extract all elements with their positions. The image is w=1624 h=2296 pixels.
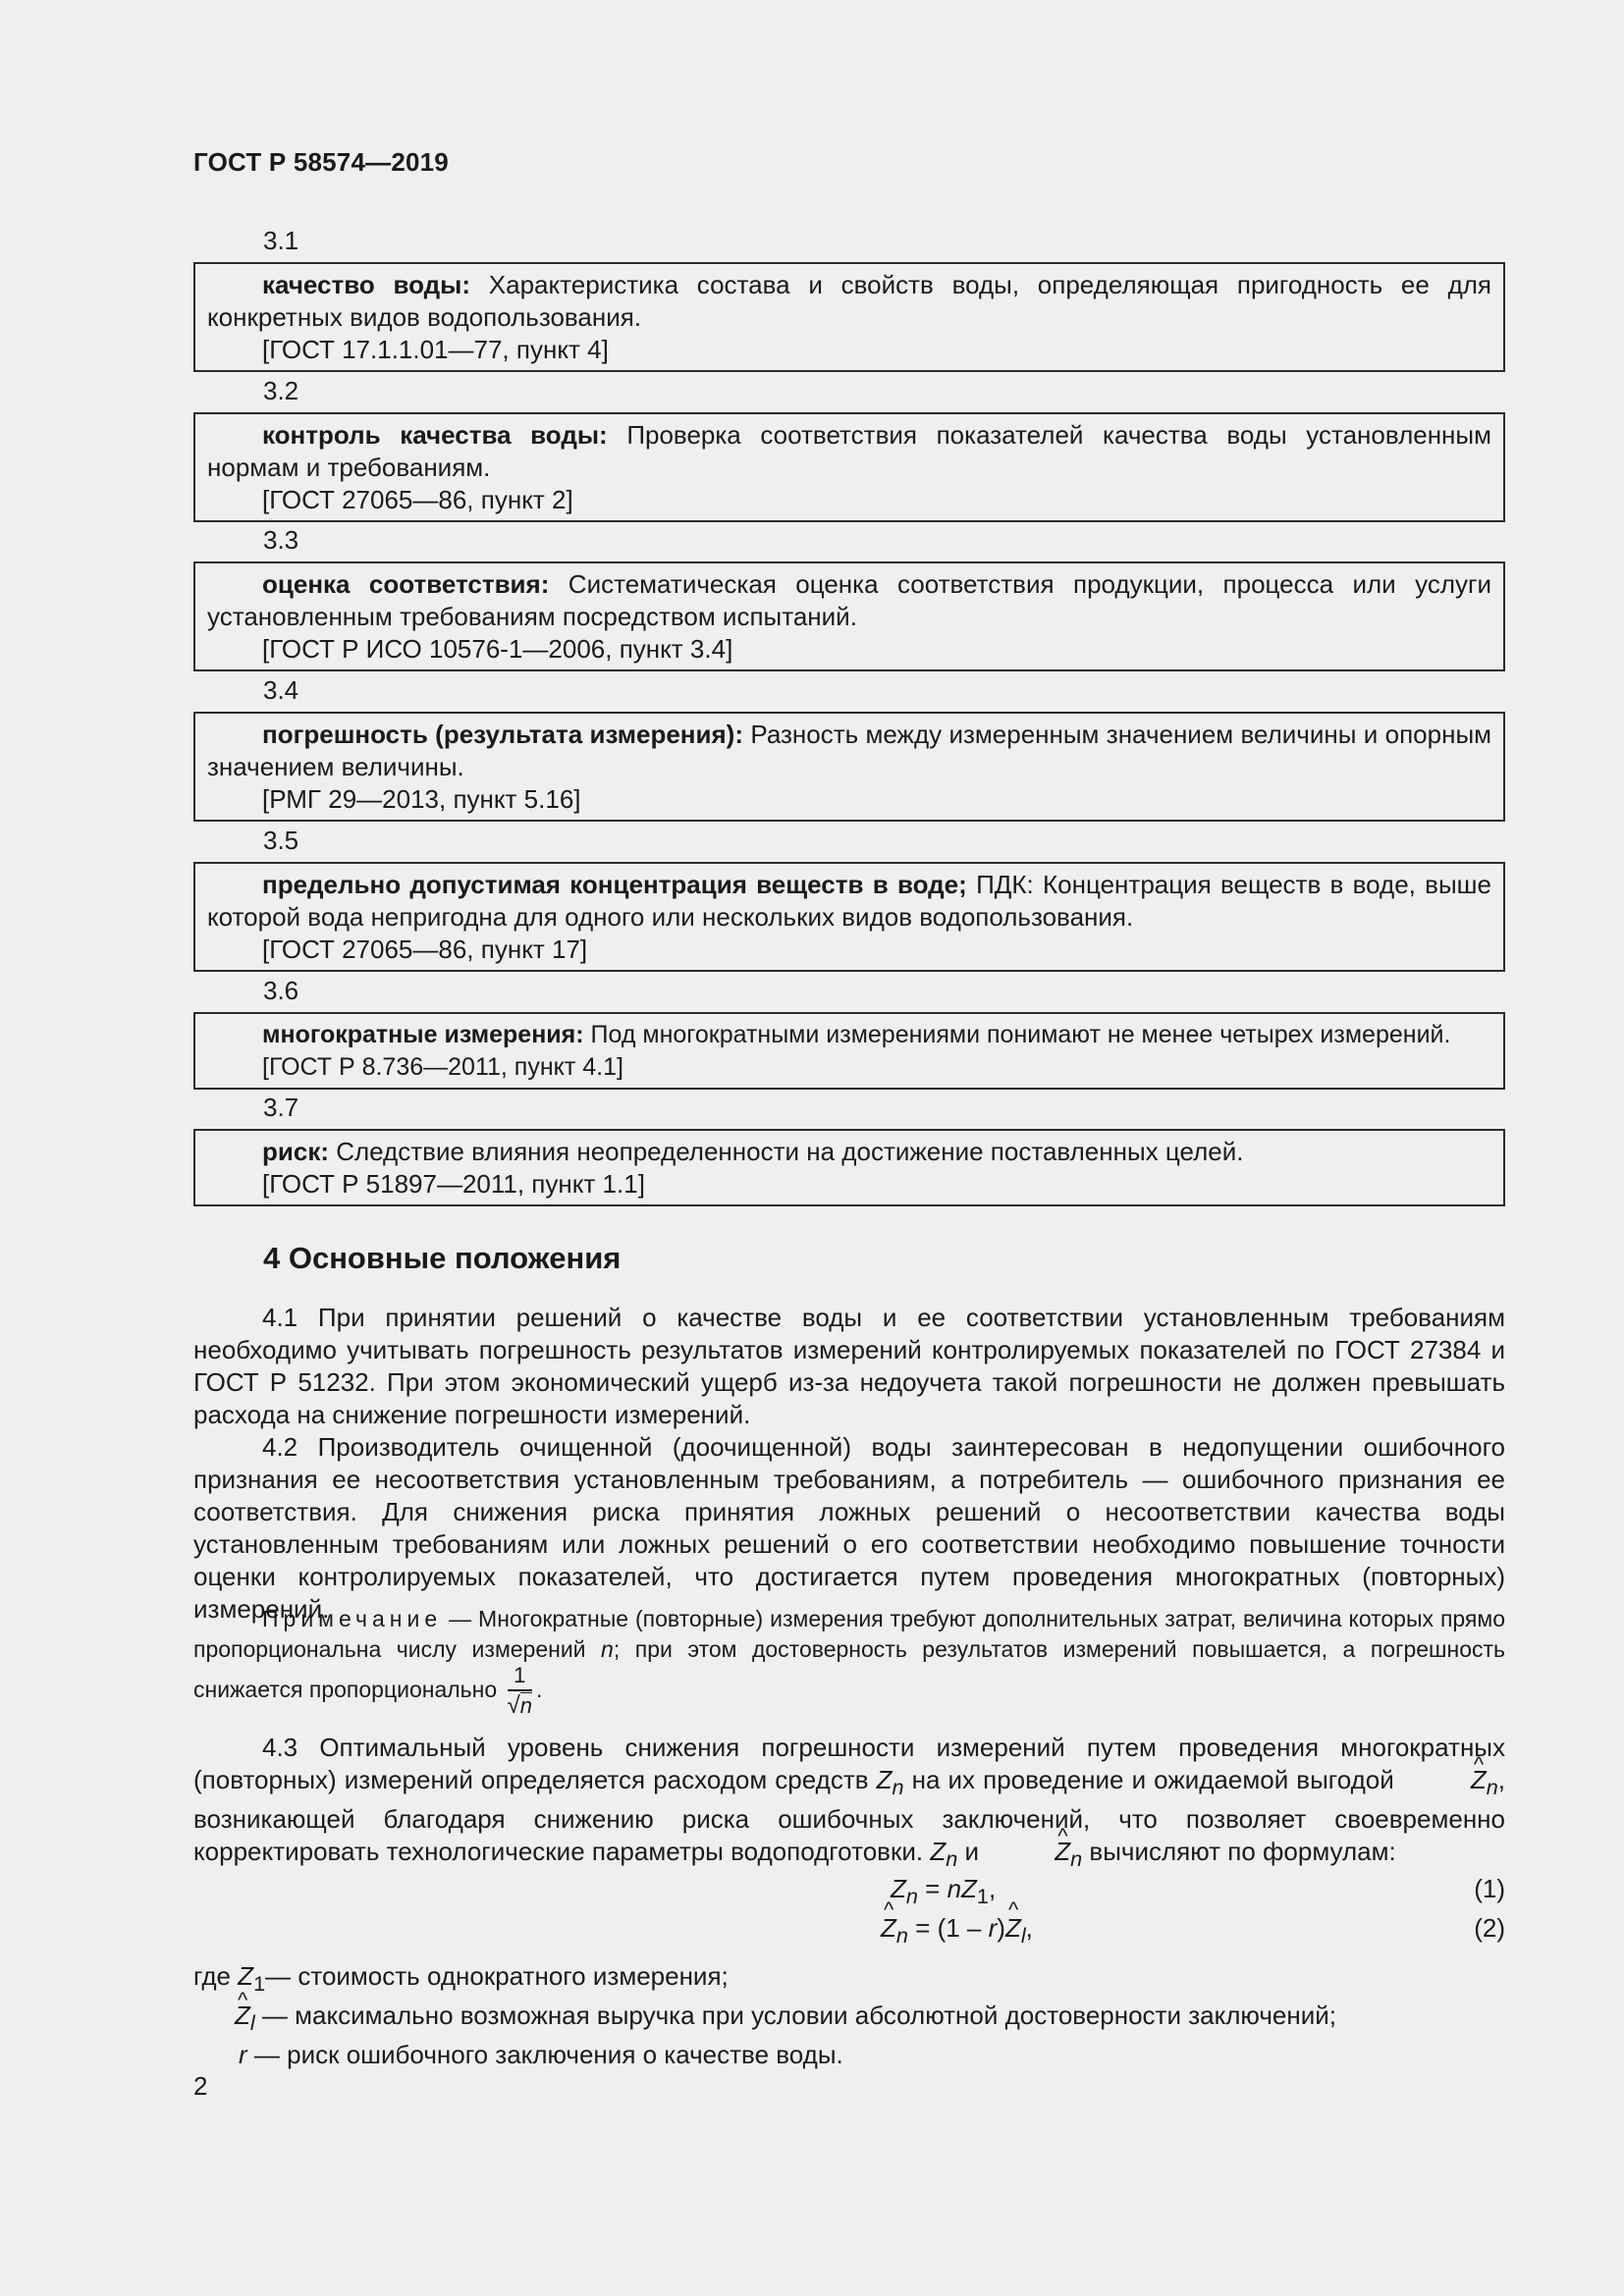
definition-text: Разность между измеренным значением величины и опорным значением величины.	[207, 720, 1492, 781]
note-text: ; при этом достоверность результатов измерений повышается, а погрешность снижается пропорционально	[193, 1636, 1505, 1703]
paragraph-4-1	[193, 1302, 1505, 1431]
definition-term: контроль качества воды:	[262, 420, 608, 450]
definition-box	[193, 1129, 1505, 1206]
legend-text: — риск ошибочного заключения о качестве воды.	[246, 2040, 843, 2070]
definition-term: риск:	[262, 1137, 329, 1166]
formula-2	[193, 1913, 1505, 1947]
note-variable: n	[601, 1636, 614, 1662]
paragraph-text: вычисляют по формулам:	[1082, 1837, 1396, 1867]
paragraph-text: 4.3 Оптимальный уровень снижения погрешности измерений путем проведения многократных (повторных) измерений определяется расходом средств	[193, 1733, 1505, 1794]
paragraph-text: на их проведение и ожидаемой выгодой	[903, 1765, 1402, 1794]
formula-legend	[193, 1960, 1505, 2071]
definition-number: 3.3	[263, 525, 299, 555]
definition-box	[193, 412, 1505, 522]
section-title: 4 Основные положения	[263, 1241, 622, 1275]
legend-line: ^ $Z_l$ — максимально возможная выручка при условии абсолютной достоверности заключений;	[193, 2000, 1505, 2039]
definition-number: 3.7	[263, 1093, 299, 1122]
definition-reference: [ГОСТ 27065—86, пункт 17]	[262, 934, 588, 964]
definition-reference: [ГОСТ 17.1.1.01—77, пункт 4]	[262, 335, 609, 364]
definition-reference: [РМГ 29—2013, пункт 5.16]	[262, 784, 581, 814]
definition-reference: [ГОСТ Р ИСО 10576-1—2006, пункт 3.4]	[262, 634, 733, 664]
legend-line: r — риск ошибочного заключения о качестве воды.	[239, 2040, 843, 2070]
definition-term: оценка соответствия:	[262, 569, 550, 599]
definition-text: Проверка соответствия показателей качества воды установленным нормам и требованиям.	[207, 420, 1491, 482]
definition-box	[193, 712, 1505, 822]
definition-reference: [ГОСТ 27065—86, пункт 2]	[262, 485, 573, 514]
fraction	[508, 1665, 532, 1718]
note-text: — Многократные (повторные) измерения требуют дополнительных затрат, величина которых прямо пропорциональна числу измерений	[193, 1606, 1505, 1662]
definition-term: погрешность (результата измерения):	[262, 720, 743, 749]
note-tail: .	[535, 1677, 543, 1703]
definition-number: 3.5	[263, 826, 299, 855]
legend-line: где $Z_1—$ стоимость однократного измерения;	[193, 1961, 729, 1997]
definition-reference: [ГОСТ Р 51897—2011, пункт 1.1]	[262, 1169, 645, 1199]
definition-term: многократные измерения:	[262, 1021, 584, 1048]
document-header: ГОСТ Р 58574—2019	[193, 147, 449, 177]
sqrt-radicand: n	[519, 1693, 532, 1718]
definition-text: ПДК: Концентрация веществ в воде, выше которой вода непригодна для одного или нескольких видов водопользования.	[207, 870, 1491, 932]
definition-number: 3.2	[263, 376, 299, 405]
paragraph-text: 4.1 При принятии решений о качестве воды и ее соответствии установленным требованиям необходимо учитывать погрешность результатов измерений контролируемых показателей по ГОСТ 27384 и ГОСТ Р 51232. При этом экономический ущерб из-за недоучета такой погрешности не должен превышать расхода на снижение погрешности измерений.	[193, 1303, 1505, 1429]
definition-text: Следствие влияния неопределенности на достижение поставленных целей.	[329, 1137, 1244, 1166]
definition-box	[193, 561, 1505, 671]
paragraph-text: 4.2 Производитель очищенной (доочищенной) воды заинтересован в недопущении ошибочного признания ее несоответствия установленным требованиям, а потребитель — ошибочного признания ее соответствия. Для снижения риска принятия ложных решений о несоответствии качества воды установленным требованиям или ложных решений о его соответствии необходимо повышение точности оценки контролируемых показателей, что достигается путем проведения многократных (повторных) измерений.	[193, 1432, 1505, 1624]
definition-term: качество воды:	[262, 270, 471, 299]
note	[193, 1604, 1505, 1718]
fraction-numerator: 1	[514, 1663, 526, 1687]
note-label: Примечание	[262, 1606, 443, 1631]
fraction-denominator: √n	[508, 1689, 532, 1718]
formula-number: (2)	[1474, 1913, 1505, 1943]
definition-box	[193, 262, 1505, 372]
formula-number: (1)	[1474, 1874, 1505, 1903]
definition-number: 3.6	[263, 976, 299, 1005]
definition-text: Характеристика состава и свойств воды, определяющая пригодность ее для конкретных видов водопользования.	[207, 270, 1491, 332]
definition-term: предельно допустимая концентрация веществ в воде;	[262, 870, 967, 899]
page-number: 2	[193, 2071, 208, 2101]
paragraph-4-2	[193, 1431, 1505, 1626]
definition-box	[193, 1012, 1505, 1090]
paragraph-text: и	[957, 1837, 987, 1867]
paragraph-text: , возникающей благодаря снижению риска ошибочных заключений, что позволяет своевременно корректировать технологические параметры водоподготовки.	[193, 1765, 1505, 1867]
formula-expression: ^ $Z_n = (1$ – r)^ $Z_l$,	[881, 1913, 1033, 1949]
definition-box	[193, 862, 1505, 972]
definition-number: 3.4	[263, 675, 299, 705]
legend-text: — максимально возможная выручка при условии абсолютной достоверности заключений;	[254, 2001, 1336, 2031]
definition-reference: [ГОСТ Р 8.736—2011, пункт 4.1]	[262, 1053, 623, 1081]
formula-1	[193, 1874, 1505, 1907]
paragraph-4-3: 4.3 Оптимальный уровень снижения погрешности измерений путем проведения многократных (повторных) измерений определяется расходом средств $Z_n$ на их проведение и ожидаемой выгодой ^ $Z_n$, возникающей благодаря снижению риска ошибочных заключений, что позволяет своевременно корректировать технологические параметры водоподготовки. $Z_n$ и ^ $Z_n$ вычисляют по формулам:	[193, 1732, 1505, 1875]
formula-expression: $Z_n = nZ_1$,	[891, 1874, 997, 1909]
definition-text: Систематическая оценка соответствия продукции, процесса или услуги установленным требованиям посредством испытаний.	[207, 569, 1491, 631]
definition-number: 3.1	[263, 226, 299, 255]
definition-text: Под многократными измерениями понимают не менее четырех измерений.	[583, 1021, 1451, 1048]
